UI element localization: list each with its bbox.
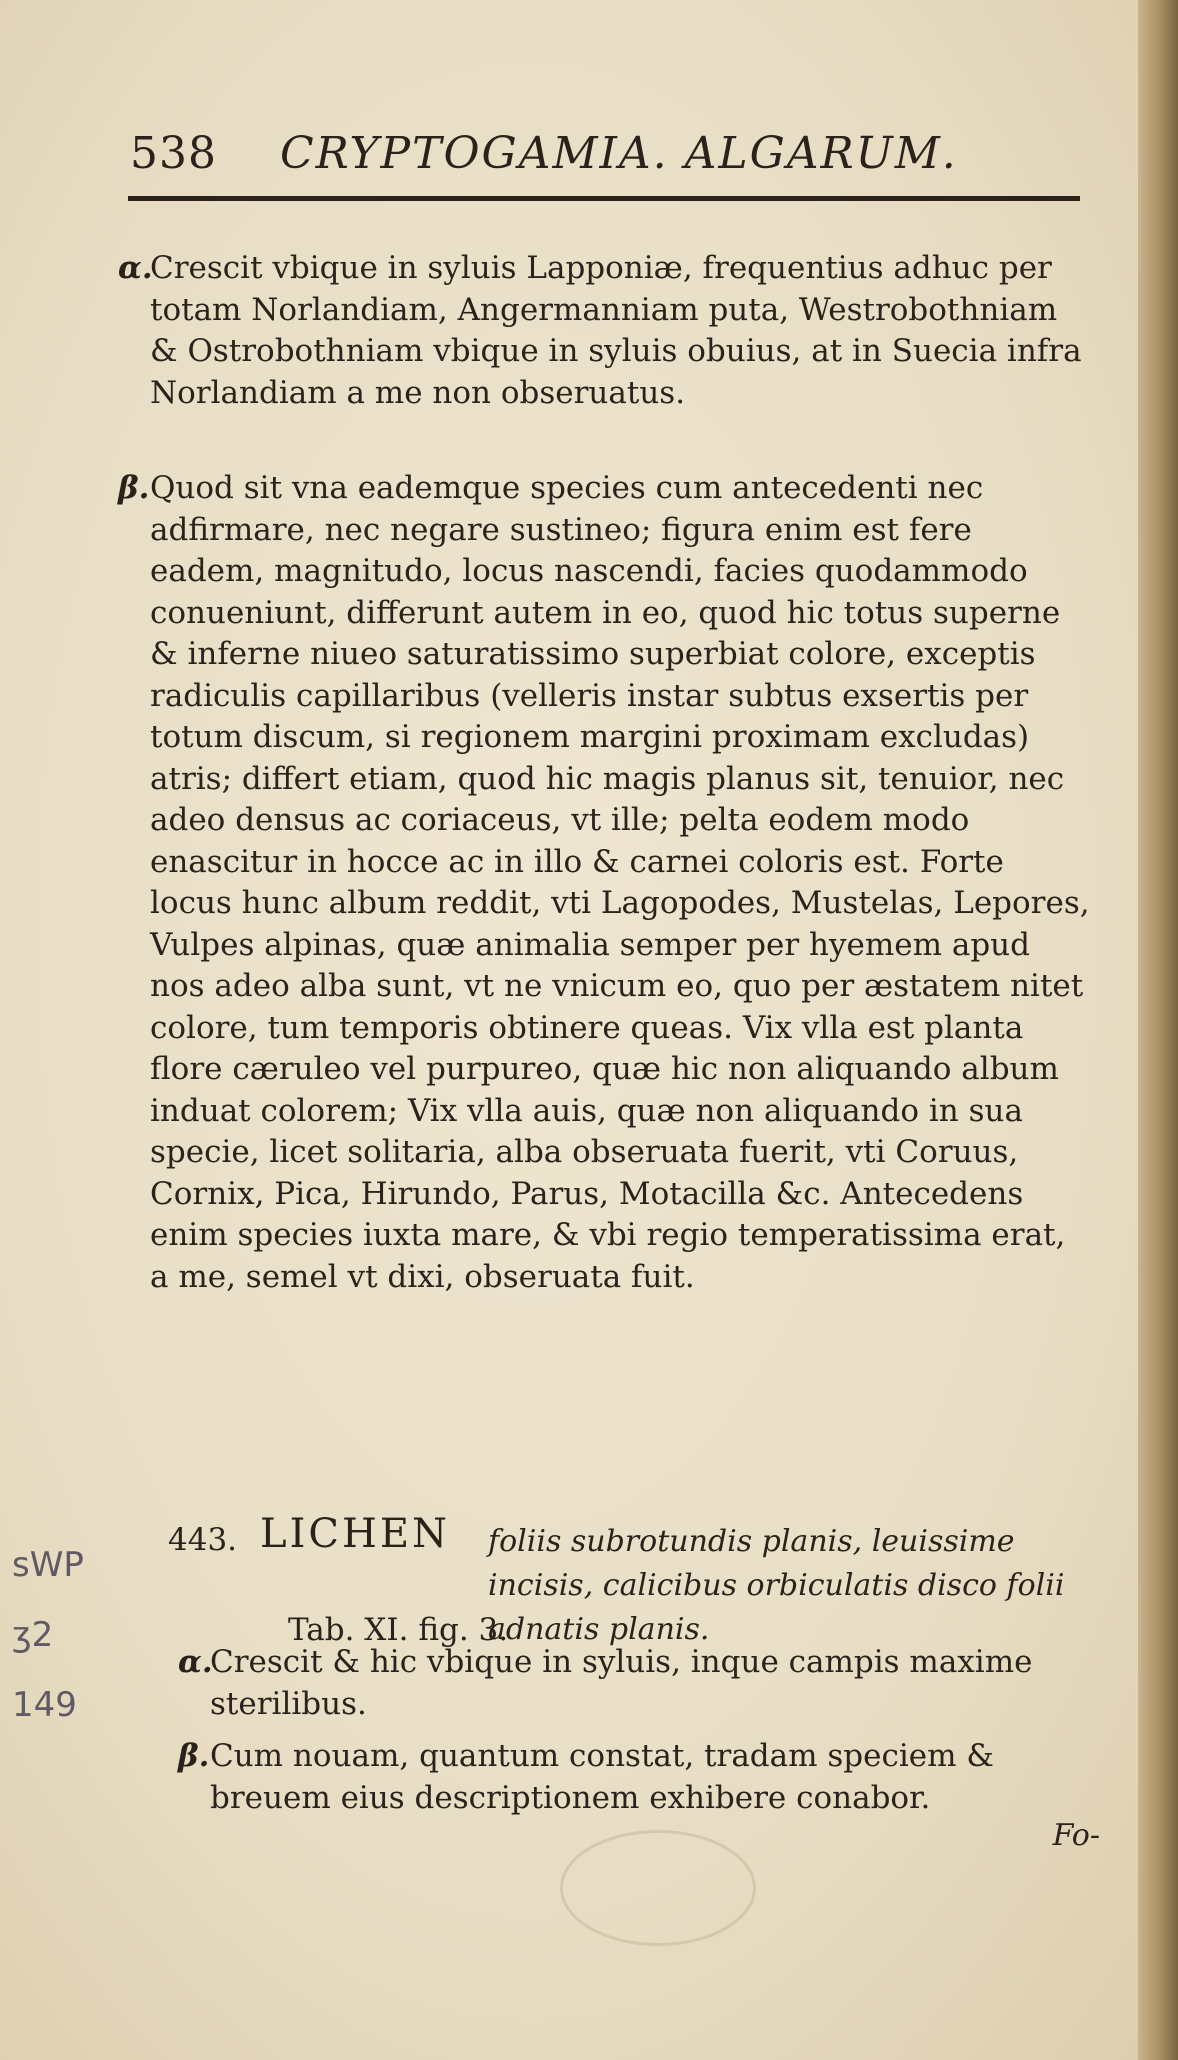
entry-diagnosis: foliis subrotundis planis, leuissime incisis, calicibus orbiculatis disco folii adnatis planis. <box>488 1524 1065 1647</box>
paragraph-marker: β. <box>178 1738 210 1774</box>
entry-genus: LICHEN <box>260 1511 451 1557</box>
paragraph-text: Crescit vbique in syluis Lapponiæ, frequentius adhuc per totam Norlandiam, Angermanniam puta, Westrobothniam & Ostrobothniam vbique in syluis obuius, at in Suecia infra Norlandiam a me non obseruatus. <box>150 250 1082 411</box>
margin-note: sWP <box>12 1545 84 1585</box>
paragraph-marker: β. <box>118 470 150 506</box>
faded-library-stamp <box>560 1830 756 1946</box>
running-header <box>130 128 1090 188</box>
margin-note: ʒ2 <box>12 1615 54 1655</box>
entry-number: 443. <box>168 1522 238 1558</box>
paragraph-alpha <box>118 248 1090 414</box>
book-spine-edge <box>1138 0 1178 2060</box>
header-rule <box>128 196 1080 201</box>
entry-paragraph-alpha <box>178 1642 1090 1725</box>
page-number: 538 <box>130 128 217 179</box>
running-title: CRYPTOGAMIA. ALGARUM. <box>280 128 958 179</box>
paragraph-beta <box>118 468 1090 1298</box>
paragraph-marker: α. <box>178 1644 213 1680</box>
margin-pencil-notes <box>12 1530 122 1740</box>
catchword: Fo- <box>1052 1818 1100 1853</box>
margin-note: 149 <box>12 1685 77 1725</box>
entry-paragraph-beta <box>178 1736 1090 1819</box>
entry-plate-reference: Tab. XI. fig. 3. <box>288 1612 509 1648</box>
paragraph-text: Cum nouam, quantum constat, tradam speciem & breuem eius descriptionem exhibere conabor. <box>210 1738 994 1816</box>
paragraph-marker: α. <box>118 250 153 286</box>
paragraph-text: Crescit & hic vbique in syluis, inque campis maxime sterilibus. <box>210 1644 1033 1722</box>
paragraph-text: Quod sit vna eademque species cum antecedenti nec adfirmare, nec negare sustineo; figura enim est fere eadem, magnitudo, locus nascendi, facies quodammodo conueniunt, differunt autem in eo, quod hic totus superne & inferne niueo saturatissimo superbiat colore, exceptis radiculis capillaribus (velleris instar subtus exsertis per totum discum, si regionem margini proximam excludas) atris; differt etiam, quod hic magis planus sit, tenuior, nec adeo densus ac coriaceus, vt ille; pelta eodem modo enascitur in hocce ac in illo & carnei coloris est. Forte locus hunc album reddit, vti Lagopodes, Mustelas, Lepores, Vulpes alpinas, quæ animalia semper per hyemem apud nos adeo alba sunt, vt ne vnicum eo, quo per æstatem nitet colore, tum temporis obtinere queas. Vix vlla est planta flore cæruleo vel purpureo, quæ hic non aliquando album induat colorem; Vix vlla auis, quæ non aliquando in sua specie, licet solitaria, alba obseruata fuerit, vti Coruus, Cornix, Pica, Hirundo, Parus, Motacilla &c. Antecedens enim species iuxta mare, & vbi regio temperatissima erat, a me, semel vt dixi, obseruata fuit. <box>150 470 1090 1295</box>
